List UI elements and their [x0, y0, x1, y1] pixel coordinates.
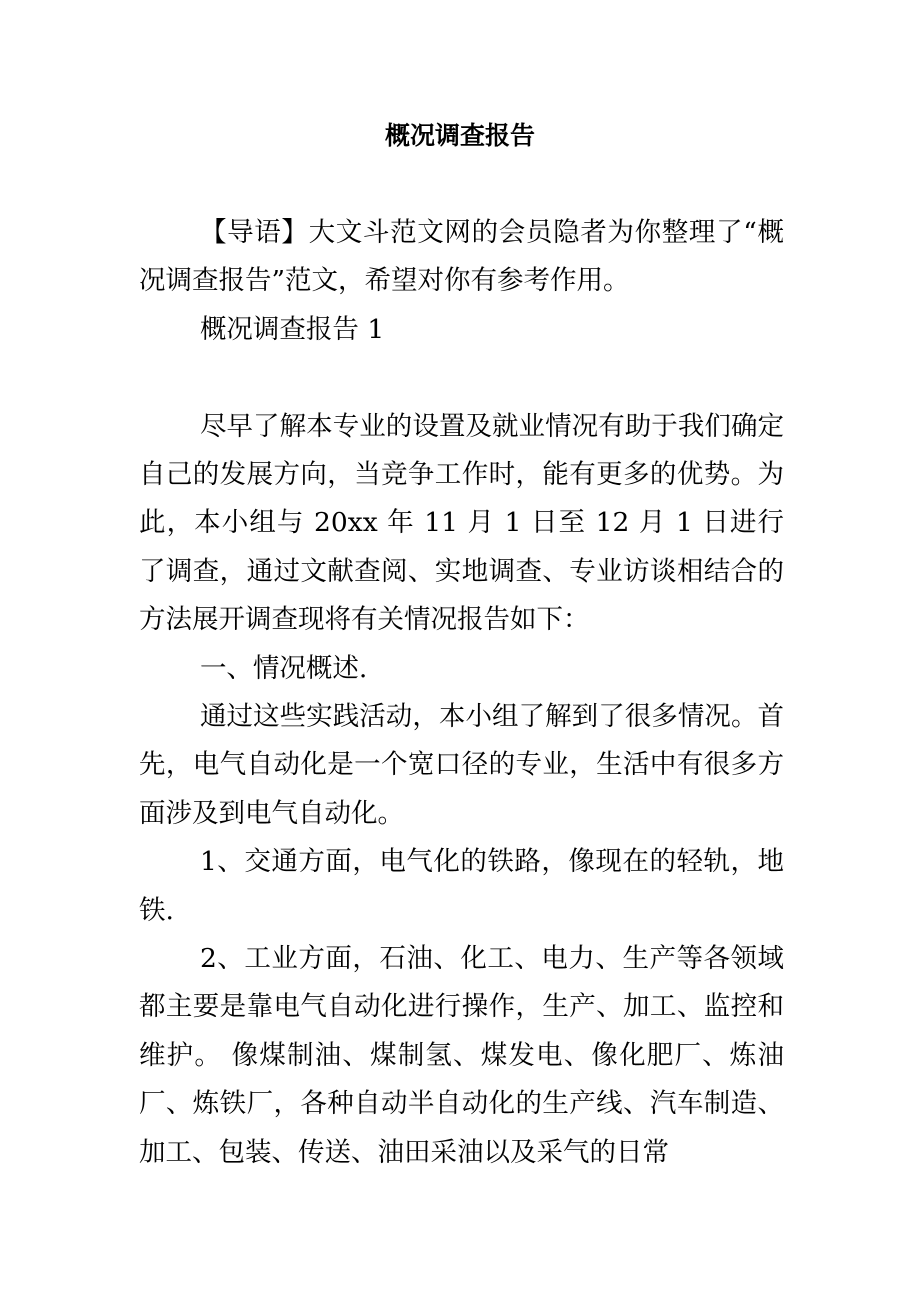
- document-title: 概况调查报告: [384, 121, 535, 150]
- paragraph-industry: 2、工业方面，石油、化工、电力、生产等各领域都主要是靠电气自动化进行操作，生产、加工、监控和维护。 像煤制油、煤制氢、煤发电、像化肥厂、炼油厂、炼铁厂，各种自动半自动化的生产线、汽车制造、加工、包装、传送、油田采油以及采气的日常: [139, 943, 784, 1168]
- section-heading-report-1: 概况调查报告 1: [199, 313, 385, 345]
- blank-line: [139, 354, 784, 402]
- section-heading-overview: 一、情况概述.: [199, 652, 368, 684]
- intro-paragraph: 【导语】大文斗范文网的会员隐者为你整理了“概况调查报告”范文，希望对你有参考作用。: [139, 217, 784, 297]
- paragraph-transport: 1、交通方面，电气化的铁路，像现在的轻轨，地铁.: [139, 846, 784, 926]
- document-body: [139, 209, 784, 1177]
- paragraph-purpose: 尽早了解本专业的设置及就业情况有助于我们确定自己的发展方向，当竞争工作时，能有更多的优势。为此，本小组与 20xx 年 11 月 1 日至 12 月 1 日进行了调查，通过文献查阅、实地调查、专业访谈相结合的方法展开调查现将有关情况报告如下：: [139, 410, 784, 636]
- paragraph-findings: 通过这些实践活动，本小组了解到了很多情况。首先，电气自动化是一个宽口径的专业，生活中有很多方面涉及到电气自动化。: [139, 701, 784, 829]
